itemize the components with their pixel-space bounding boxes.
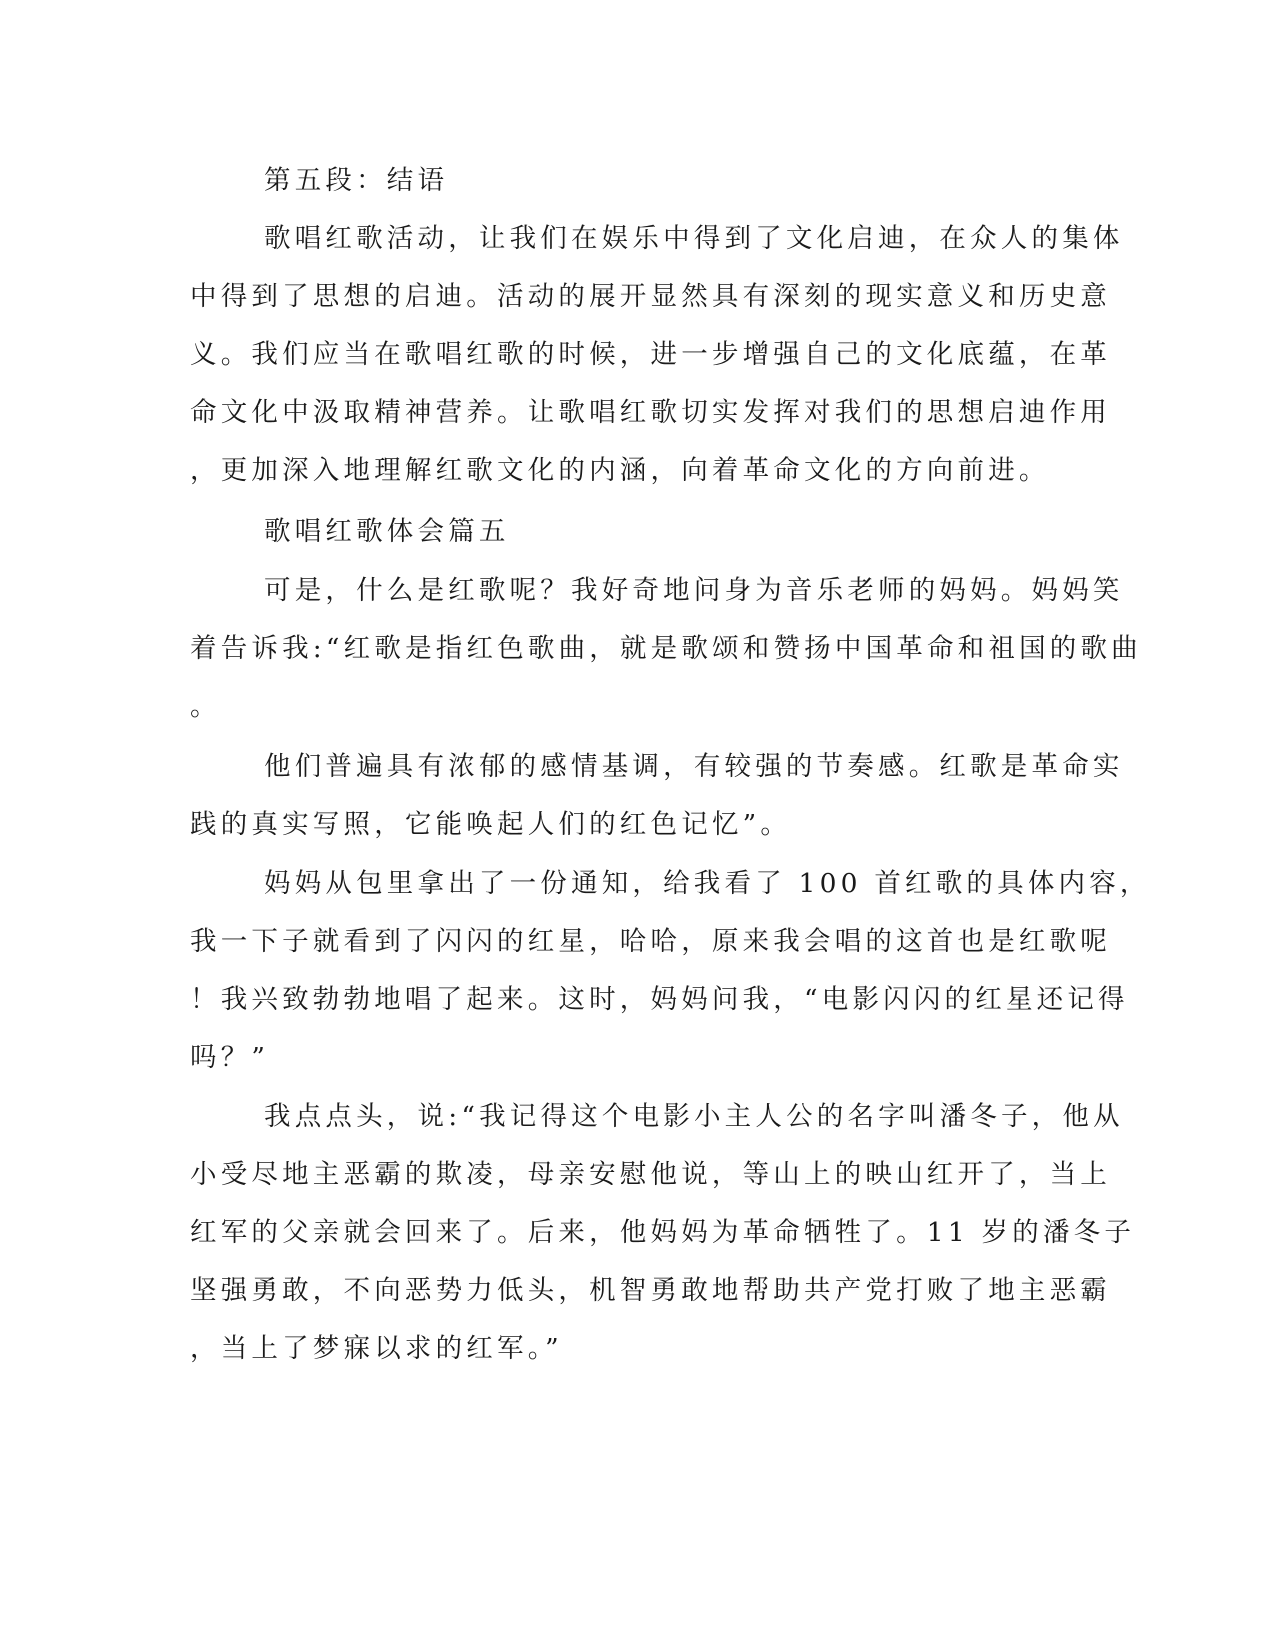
paragraph-line: 可是，什么是红歌呢？我好奇地问身为音乐老师的妈妈。妈妈笑 — [264, 575, 1124, 606]
paragraph-line: ！我兴致勃勃地唱了起来。这时，妈妈问我，“电影闪闪的红星还记得 — [190, 984, 1129, 1015]
paragraph-line: 义。我们应当在歌唱红歌的时候，进一步增强自己的文化底蕴，在革 — [190, 339, 1111, 370]
paragraph-line: 吗？” — [190, 1042, 270, 1073]
paragraph-line: 小受尽地主恶霸的欺凌，母亲安慰他说，等山上的映山红开了，当上 — [190, 1159, 1111, 1190]
paragraph-line: 中得到了思想的启迪。活动的展开显然具有深刻的现实意义和历史意 — [190, 281, 1111, 312]
paragraph-line: 红军的父亲就会回来了。后来，他妈妈为革命牺牲了。11 岁的潘冬子 — [190, 1217, 1136, 1248]
paragraph-line: 命文化中汲取精神营养。让歌唱红歌切实发挥对我们的思想启迪作用 — [190, 397, 1111, 428]
paragraph-line: 妈妈从包里拿出了一份通知，给我看了 100 首红歌的具体内容， — [264, 868, 1151, 899]
paragraph-line: ，当上了梦寐以求的红军。” — [190, 1333, 563, 1364]
section-heading: 第五段：结语 — [264, 165, 449, 196]
paragraph-line: 。 — [190, 691, 221, 722]
paragraph-line: 坚强勇敢，不向恶势力低头，机智勇敢地帮助共产党打败了地主恶霸 — [190, 1275, 1111, 1306]
paragraph-line: 我一下子就看到了闪闪的红星，哈哈，原来我会唱的这首也是红歌呢 — [190, 926, 1111, 957]
paragraph-line: 歌唱红歌活动，让我们在娱乐中得到了文化启迪，在众人的集体 — [264, 223, 1124, 254]
paragraph-line: 着告诉我:“红歌是指红色歌曲，就是歌颂和赞扬中国革命和祖国的歌曲 — [190, 633, 1142, 664]
paragraph-line: ，更加深入地理解红歌文化的内涵，向着革命文化的方向前进。 — [190, 455, 1050, 486]
paragraph-line: 他们普遍具有浓郁的感情基调，有较强的节奏感。红歌是革命实 — [264, 751, 1124, 782]
paragraph-line: 我点点头，说:“我记得这个电影小主人公的名字叫潘冬子，他从 — [264, 1101, 1124, 1132]
section-heading: 歌唱红歌体会篇五 — [264, 516, 510, 547]
paragraph-line: 践的真实写照，它能唤起人们的红色记忆”。 — [190, 809, 792, 840]
